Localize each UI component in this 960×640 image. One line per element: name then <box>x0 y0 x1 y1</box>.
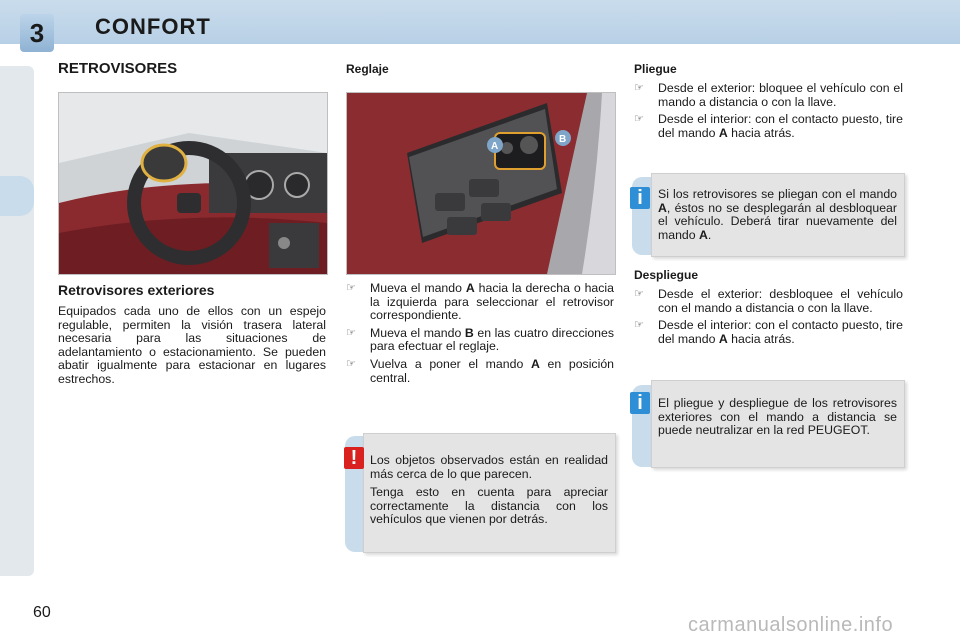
adjustment-steps <box>346 282 614 389</box>
pointing-hand-icon: ☞ <box>634 82 644 94</box>
dashboard-illustration <box>59 93 327 274</box>
warning-paragraph: Los objetos observados están en realidad más cerca de lo que parecen. <box>370 453 608 481</box>
pointing-hand-icon: ☞ <box>634 113 644 126</box>
info-text-neutralize: El pliegue y despliegue de los retrovisores exteriores con el mando a distancia se puede neutralizar en la red PEUGEOT. <box>658 396 897 438</box>
warning-paragraph: Tenga esto en cuenta para apreciar correctamente la distancia con los vehículos que vienen por detrás. <box>370 485 608 527</box>
adjustment-heading: Reglaje <box>346 62 389 76</box>
pointing-hand-icon: ☞ <box>346 357 356 370</box>
adjustment-step: ☞ Vuelva a poner el mando A en posición central. <box>346 356 614 385</box>
adjustment-step: ☞ Mueva el mando B en las cuatro direcciones para efectuar el reglaje. <box>346 325 614 354</box>
dashboard-photo <box>58 92 328 275</box>
fold-steps <box>634 82 903 144</box>
unfold-step: ☞ Desde el exterior: desbloquee el vehículo con el mando a distancia o con la llave. <box>634 287 903 315</box>
info-text-fold: Si los retrovisores se pliegan con el mando A, éstos no se desplegarán al desbloquear el vehículo. Deberá tirar nuevamente del mando A. <box>658 187 897 242</box>
section-title-exterior-mirrors: Retrovisores exteriores <box>58 282 215 298</box>
photo-label-b: B <box>559 134 567 145</box>
fold-step: ☞ Desde el exterior: bloquee el vehículo con el mando a distancia o con la llave. <box>634 81 903 109</box>
side-strip <box>0 66 34 576</box>
chapter-title: CONFORT <box>95 14 211 39</box>
mirror-control-photo <box>346 92 616 275</box>
unfold-steps <box>634 288 903 350</box>
fold-heading: Pliegue <box>634 62 677 76</box>
watermark: carmanualsonline.info <box>688 614 894 636</box>
photo-label-a: A <box>491 141 499 152</box>
adjustment-step: ☞ Mueva el mando A hacia la derecha o hacia la izquierda para seleccionar el retrovisor correspondiente. <box>346 281 614 323</box>
mirror-control-illustration <box>347 93 615 274</box>
warning-text <box>370 454 608 532</box>
pointing-hand-icon: ☞ <box>346 326 356 339</box>
pointing-hand-icon: ☞ <box>346 282 356 294</box>
unfold-step: ☞ Desde el interior: con el contacto puesto, tire del mando A hacia atrás. <box>634 318 903 346</box>
fold-step: ☞ Desde el interior: con el contacto puesto, tire del mando A hacia atrás. <box>634 112 903 140</box>
page-number: 60 <box>33 604 51 621</box>
pointing-hand-icon: ☞ <box>634 319 644 332</box>
chapter-side-tab <box>0 176 34 216</box>
pointing-hand-icon: ☞ <box>634 288 644 300</box>
unfold-heading: Despliegue <box>634 268 699 282</box>
info-icon: i <box>630 392 650 414</box>
page-heading: RETROVISORES <box>58 60 178 77</box>
warning-icon: ! <box>344 447 364 469</box>
exterior-mirrors-description: Equipados cada uno de ellos con un espejo regulable, permiten la visión trasera lateral necesaria para las situaciones de adelantamiento o estacionamiento. Se pueden abatir igualmente para estacionar en lugares estrechos. <box>58 304 326 386</box>
info-icon: i <box>630 187 650 209</box>
chapter-number-badge: 3 <box>20 14 54 52</box>
